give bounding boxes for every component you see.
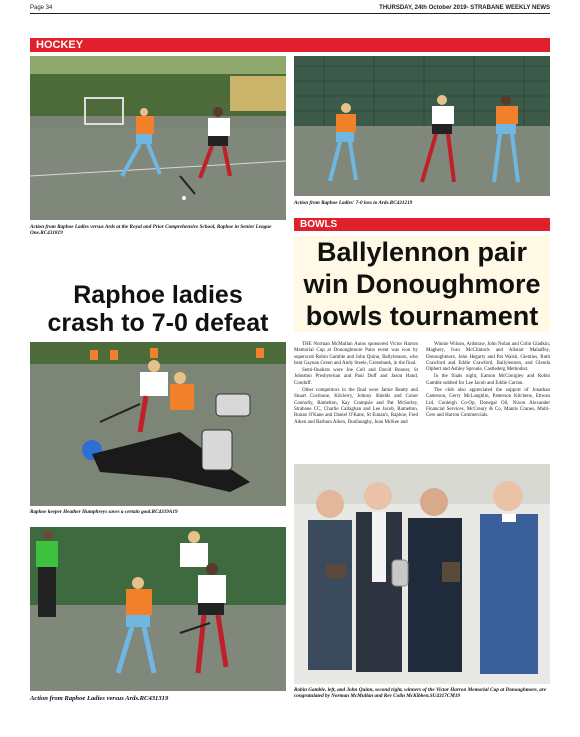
caption-bowls: Robin Gamble, left, and John Quinn, second right, winners of the Victor Harron Memorial Cup at Donoughmore, are congratulated by Norman McMullan and Rev Colin McKibben.SU4317CM19 <box>294 687 547 700</box>
hockey-section-label: HOCKEY <box>36 39 84 51</box>
header-rule <box>30 13 550 14</box>
dateline: THURSDAY, 24th October 2019- STRABANE WEEKLY NEWS <box>379 5 550 11</box>
bowls-paragraph: Semi-finalists were Joe Coll and David Bonner, St Johnston Presbyterian and Paul Duff and Jason Hand, Conduff. <box>294 368 418 386</box>
bowls-headline-line3: bowls tournament <box>305 301 539 331</box>
photo-bowls-winners <box>294 464 550 684</box>
caption-top-right: Action from Raphoe Ladies' 7-0 loss to Ards.RC431219 <box>294 200 413 206</box>
bowls-headline-line1: Ballylennon pair <box>316 237 528 267</box>
page-number: Page 34 <box>30 5 53 11</box>
bowls-paragraph: Other competitors in the final were Jamie Beatty and Stuart Cochrane, Kilclerry, Johnny Shields and Conor Connolly, Ramelton, Kay Crampsie and Pat McSorley, Strabane CC, Charlie Callaghan and Lee Jacob, Ramelton, Ronan O'Kane and Daniel O'Kane, St Eunan's, Raphoe, Fred Aiken and Barbara Aiken, Dunfanaghy, Jean McKee and <box>294 388 418 425</box>
hockey-headline <box>28 281 288 337</box>
caption-top-left: Action from Raphoe Ladies versus Ards at the Royal and Prior Comprehensive School, Raphoe in Senior League One.RC431819 <box>30 224 272 237</box>
photo-hockey-top-left <box>30 56 286 220</box>
photo-hockey-bottom <box>30 527 286 691</box>
hockey-headline-line2: crash to 7-0 defeat <box>47 309 269 337</box>
bowls-paragraph: Winnie Wilson, Ardstraw, John Nolan and Colin Gladkin, Maghery, Ivan McClintock and Alistair Mahaffey, Donoughmore, John Hegarty and Pat Walsh, Glenties, Ruth Crawford and Eddie Crawford, Ballylennon, and Glenda Olphert and Ashley Sproule, Castlederg Methodist. <box>426 342 550 373</box>
bowls-headline <box>294 236 550 332</box>
bowls-section-label: BOWLS <box>300 219 338 230</box>
caption-bottom: Action from Raphoe Ladies versus Ards.RC431319 <box>30 695 169 702</box>
bowls-paragraph: THE Norman McMullan Autos sponsored Victor Harron Memorial Cup at Donoughmore Pairs event was won by superscub Robin Gamble and John Quinn, Ballylennon, who beat Gaynan Green and Andy Steele, Greenbank, in the final. <box>294 342 418 366</box>
bowls-article-col1 <box>294 342 418 427</box>
hockey-section-bar <box>30 38 550 52</box>
bowls-paragraph: The club also appreciated the support of Jonathan Catterson, Gerry McLaughlin, Patterson Kitchens, Ettwan Ltd, Conleigh Co-Op, Donegal Oil, Nixon Alexander Financial Services, McCreary & Co, Mantis Cranes, Multi-Cere and Harron Commercials. <box>426 388 550 419</box>
bowls-article-col2 <box>426 342 550 421</box>
caption-keeper: Raphoe keeper Heather Humphreys saves a certain goal.RC4319A19 <box>30 509 178 515</box>
bowls-paragraph: In the finals night, Eamon McConigley and Robin Gamble subbed for Lee Jacob and Eddie Curran. <box>426 374 550 386</box>
photo-hockey-top-right <box>294 56 550 196</box>
bowls-section-bar <box>294 218 550 231</box>
hockey-headline-line1: Raphoe ladies <box>73 281 243 309</box>
bowls-headline-line2: win Donoughmore <box>303 269 541 299</box>
photo-hockey-keeper <box>30 342 286 506</box>
